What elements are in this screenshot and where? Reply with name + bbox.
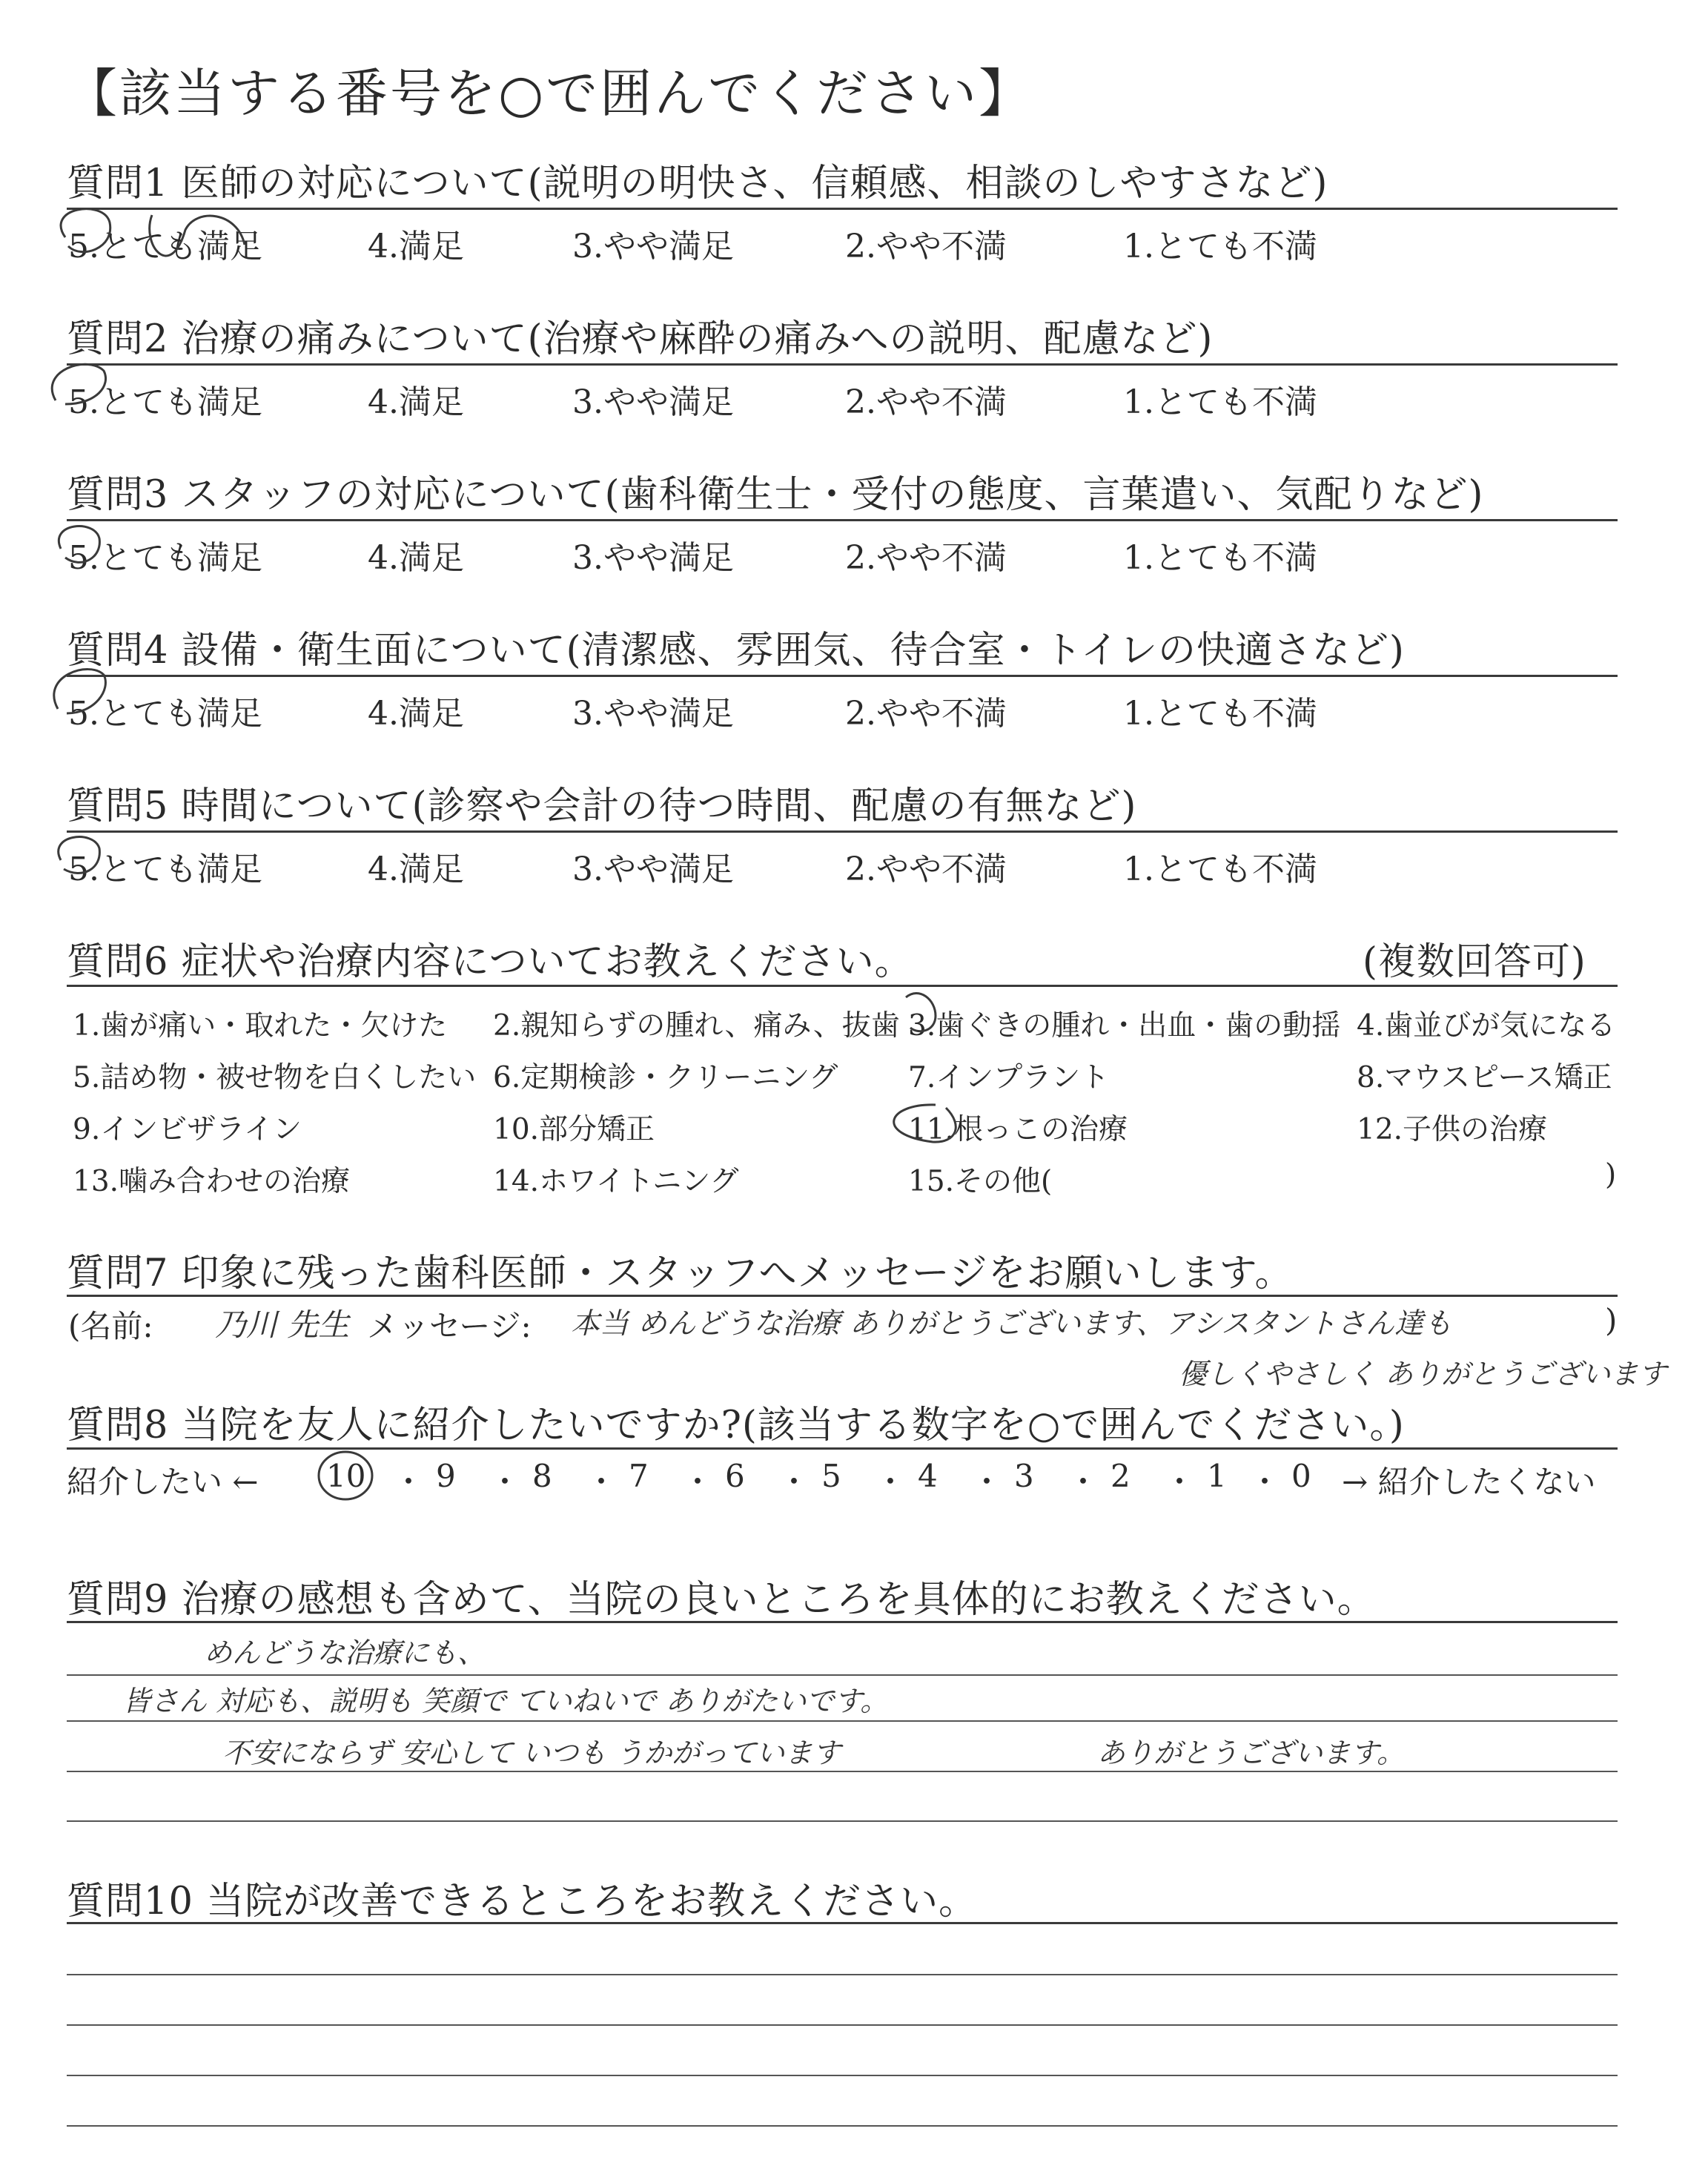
scale-4[interactable]: 4 — [918, 1458, 938, 1494]
q4-option-4[interactable]: 4.満足 — [368, 695, 464, 733]
scale-2[interactable]: 2 — [1110, 1458, 1131, 1494]
divider — [67, 519, 1618, 521]
answer-line — [67, 1771, 1618, 1772]
answer-line — [67, 1720, 1618, 1722]
q6-option-2[interactable]: 2.親知らずの腫れ、痛み、抜歯 — [493, 1009, 900, 1043]
q5-option-3[interactable]: 3.やや満足 — [572, 851, 734, 888]
message-handwritten-line-2[interactable]: 優しくやさしく ありがとうございます — [1179, 1358, 1667, 1390]
divider — [67, 363, 1618, 366]
q3-option-2[interactable]: 2.やや不満 — [845, 539, 1007, 577]
q2-option-3[interactable]: 3.やや満足 — [572, 383, 734, 421]
scale-9[interactable]: 9 — [436, 1458, 456, 1494]
name-prefix: (名前: — [68, 1308, 153, 1344]
q3-option-5[interactable]: 5.とても満足 — [68, 539, 262, 577]
scale-7[interactable]: 7 — [629, 1458, 649, 1494]
q1-option-5[interactable]: 5.とても満足 — [68, 228, 262, 265]
q5-option-2[interactable]: 2.やや不満 — [845, 851, 1007, 888]
divider — [67, 1922, 1618, 1924]
q6-option-10[interactable]: 10.部分矯正 — [493, 1113, 655, 1146]
q2-option-2[interactable]: 2.やや不満 — [845, 383, 1007, 421]
q2-option-5[interactable]: 5.とても満足 — [68, 383, 262, 421]
q5-option-4[interactable]: 4.満足 — [368, 851, 464, 888]
message-close-paren: ) — [1605, 1302, 1618, 1338]
q9-answer-line-3[interactable]: 不安にならず 安心して いつも うかがっています — [222, 1737, 841, 1769]
message-handwritten-line-1[interactable]: 本当 めんどうな治療 ありがとうございます、アシスタントさん達も — [571, 1307, 1452, 1341]
multiple-answer-note: (複数回答可) — [1363, 940, 1586, 984]
answer-line — [67, 1974, 1618, 1975]
message-prefix: メッセージ: — [367, 1308, 532, 1344]
scale-0[interactable]: 0 — [1291, 1458, 1311, 1494]
scale-5[interactable]: 5 — [821, 1458, 841, 1494]
q9-answer-line-4[interactable]: ありがとうございます。 — [1097, 1737, 1405, 1769]
question-6-label: 質問6 症状や治療内容についてお教えください。 — [67, 940, 913, 984]
answer-line — [67, 1674, 1618, 1676]
q2-option-1[interactable]: 1.とても不満 — [1123, 383, 1317, 421]
divider — [67, 985, 1618, 987]
question-4-label: 質問4 設備・衛生面について(清潔感、雰囲気、待合室・トイレの快適さなど) — [67, 629, 1405, 673]
q1-option-1[interactable]: 1.とても不満 — [1123, 228, 1317, 265]
q1-option-4[interactable]: 4.満足 — [368, 228, 464, 265]
doctor-name-handwritten[interactable]: 乃川 先生 — [215, 1307, 350, 1343]
divider — [67, 208, 1618, 210]
q3-option-3[interactable]: 3.やや満足 — [572, 539, 734, 577]
scale-10[interactable]: 10 — [326, 1458, 366, 1494]
question-9-label: 質問9 治療の感想も含めて、当院の良いところを具体的にお教えください。 — [67, 1578, 1376, 1622]
q6-option-8[interactable]: 8.マウスピース矯正 — [1357, 1061, 1612, 1094]
scale-3[interactable]: 3 — [1014, 1458, 1034, 1494]
divider — [67, 1621, 1618, 1623]
divider — [67, 1295, 1618, 1297]
q4-option-1[interactable]: 1.とても不満 — [1123, 695, 1317, 733]
question-1-label: 質問1 医師の対応について(説明の明快さ、信頼感、相談のしやすさなど) — [67, 162, 1328, 205]
question-2-label: 質問2 治療の痛みについて(治療や麻酔の痛みへの説明、配慮など) — [67, 317, 1214, 361]
q3-option-1[interactable]: 1.とても不満 — [1123, 539, 1317, 577]
scale-1[interactable]: 1 — [1207, 1458, 1227, 1494]
q9-answer-line-2[interactable]: 皆さん 対応も、説明も 笑顔で ていねいで ありがたいです。 — [122, 1685, 889, 1717]
q4-option-2[interactable]: 2.やや不満 — [845, 695, 1007, 733]
recommend-right-label: → 紹介したくない — [1342, 1464, 1596, 1500]
q9-answer-line-1[interactable]: めんどうな治療にも、 — [204, 1636, 486, 1669]
divider — [67, 675, 1618, 677]
divider — [67, 830, 1618, 833]
q4-option-3[interactable]: 3.やや満足 — [572, 695, 734, 733]
q6-option-7[interactable]: 7.インプラント — [908, 1061, 1110, 1094]
q1-option-2[interactable]: 2.やや不満 — [845, 228, 1007, 265]
divider — [67, 1447, 1618, 1450]
q6-option-9[interactable]: 9.インビザライン — [73, 1113, 302, 1146]
q5-option-1[interactable]: 1.とても不満 — [1123, 851, 1317, 888]
q4-option-5[interactable]: 5.とても満足 — [68, 695, 262, 733]
question-10-label: 質問10 当院が改善できるところをお教えください。 — [67, 1880, 978, 1923]
q6-option-15[interactable]: 15.その他( — [908, 1165, 1053, 1198]
q6-option-1[interactable]: 1.歯が痛い・取れた・欠けた — [73, 1009, 448, 1043]
answer-line — [67, 1820, 1618, 1822]
q6-option-5[interactable]: 5.詰め物・被せ物を白くしたい — [73, 1061, 477, 1094]
answer-line — [67, 2024, 1618, 2026]
q6-option-13[interactable]: 13.噛み合わせの治療 — [73, 1165, 351, 1198]
q2-option-4[interactable]: 4.満足 — [368, 383, 464, 421]
q6-option-6[interactable]: 6.定期検診・クリーニング — [493, 1061, 838, 1094]
q6-option-4[interactable]: 4.歯並びが気になる — [1357, 1009, 1616, 1043]
q3-option-4[interactable]: 4.満足 — [368, 539, 464, 577]
scale-8[interactable]: 8 — [532, 1458, 552, 1494]
answer-line — [67, 2075, 1618, 2076]
question-7-label: 質問7 印象に残った歯科医師・スタッフへメッセージをお願いします。 — [67, 1252, 1294, 1295]
q5-option-5[interactable]: 5.とても満足 — [68, 851, 262, 888]
question-5-label: 質問5 時間について(診察や会計の待つ時間、配慮の有無など) — [67, 785, 1137, 828]
answer-line — [67, 2125, 1618, 2127]
page-title: 【該当する番号を○で囲んでください】 — [65, 63, 1033, 124]
q6-other-close-paren: ) — [1605, 1158, 1617, 1192]
scale-6[interactable]: 6 — [725, 1458, 745, 1494]
q1-option-3[interactable]: 3.やや満足 — [572, 228, 734, 265]
q6-option-14[interactable]: 14.ホワイトニング — [493, 1165, 739, 1198]
recommend-left-label: 紹介したい ← — [67, 1464, 259, 1500]
question-3-label: 質問3 スタッフの対応について(歯科衛生士・受付の態度、言葉遣い、気配りなど) — [67, 473, 1484, 517]
q6-option-3[interactable]: 3.歯ぐきの腫れ・出血・歯の動揺 — [908, 1009, 1341, 1043]
q6-option-11[interactable]: 11.根っこの治療 — [908, 1113, 1128, 1146]
q6-option-12[interactable]: 12.子供の治療 — [1357, 1113, 1548, 1146]
question-8-label: 質問8 当院を友人に紹介したいですか?(該当する数字を○で囲んでください。) — [67, 1404, 1405, 1447]
